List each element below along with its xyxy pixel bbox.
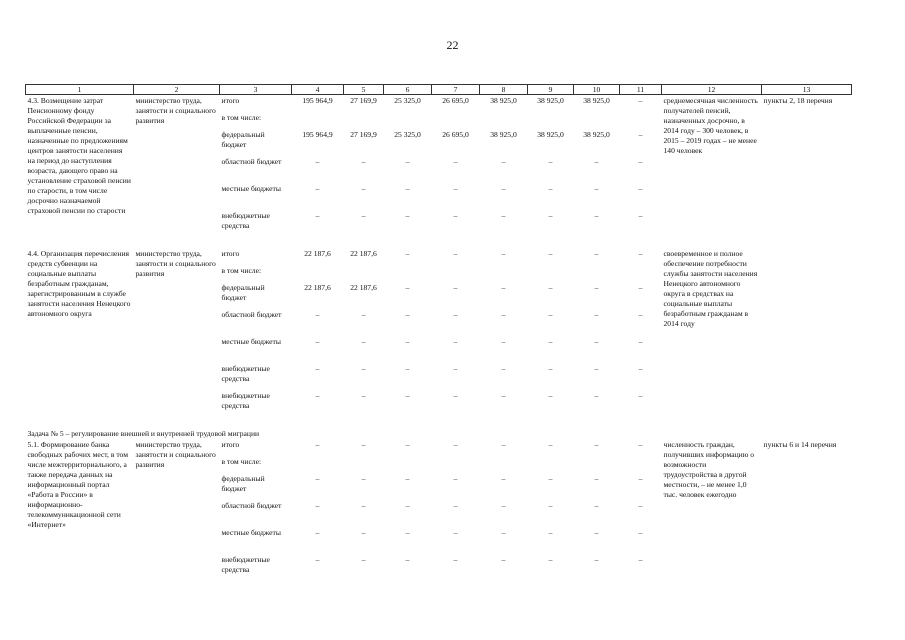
funding-source: внебюджетные средства xyxy=(221,364,270,384)
measure-executor: министерство труда, занятости и социального развития xyxy=(135,440,216,470)
funding-value: 22 187,6 xyxy=(350,249,377,258)
funding-value: – xyxy=(315,555,320,565)
column-number: 6 xyxy=(384,85,432,95)
funding-value: – xyxy=(594,157,599,166)
funding-source: федеральный бюджет xyxy=(221,283,265,303)
column-number: 11 xyxy=(620,85,662,95)
funding-source: местные бюджеты xyxy=(221,337,281,346)
column-number: 3 xyxy=(220,85,292,95)
funding-value: – xyxy=(315,474,320,484)
target-indicator: численность граждан, получивших информацию о возможности трудоустройства в другой местности, – не менее 1,0 тыс. человек ежегодно xyxy=(663,440,755,500)
funding-source: итого xyxy=(221,440,240,450)
funding-value: – xyxy=(453,157,458,166)
funding-value: – xyxy=(501,555,506,565)
funding-value: – xyxy=(361,184,366,193)
funding-value: – xyxy=(638,391,643,400)
column-number: 8 xyxy=(480,85,528,95)
funding-value: 25 325,0 xyxy=(394,130,421,139)
funding-value: – xyxy=(315,310,320,319)
funding-value: – xyxy=(638,211,643,220)
column-number: 1 xyxy=(26,85,134,95)
spacer-cell xyxy=(26,417,852,428)
funding-source: в том числе: xyxy=(221,113,262,122)
funding-source: итого xyxy=(221,249,240,258)
funding-value: – xyxy=(594,391,599,400)
funding-value: – xyxy=(453,391,458,400)
funding-value: – xyxy=(548,555,553,565)
funding-value: – xyxy=(453,283,458,292)
spacer-cell xyxy=(26,237,852,248)
funding-value xyxy=(528,112,574,129)
funding-value: 26 695,0 xyxy=(442,130,469,139)
measure-name: 5.1. Формирование банка свободных рабочих мест, в том числе межтерриториального, а также передача данных на информационный портал «Работа в России» в информационно-телекоммуникационной сети «Интернет» xyxy=(27,440,129,530)
funding-value: – xyxy=(361,310,366,319)
funding-value: – xyxy=(405,184,410,193)
funding-value: – xyxy=(594,364,599,373)
funding-value xyxy=(344,112,384,129)
funding-value: – xyxy=(315,157,320,166)
funding-value: – xyxy=(548,474,553,484)
funding-value xyxy=(292,456,344,473)
funding-value: – xyxy=(361,157,366,166)
funding-source: федеральный бюджет xyxy=(221,474,265,494)
measure-executor: министерство труда, занятости и социального развития xyxy=(135,96,216,126)
funding-value: – xyxy=(638,184,643,193)
funding-value: – xyxy=(453,474,458,484)
funding-value: – xyxy=(594,249,599,258)
funding-value xyxy=(432,265,480,282)
funding-value: – xyxy=(453,528,458,538)
funding-value: – xyxy=(594,528,599,538)
column-number: 4 xyxy=(292,85,344,95)
funding-value xyxy=(480,112,528,129)
column-number: 10 xyxy=(574,85,620,95)
funding-value: – xyxy=(315,184,320,193)
funding-value: 25 325,0 xyxy=(394,96,421,105)
funding-value: 22 187,6 xyxy=(304,249,331,258)
funding-value: – xyxy=(638,528,643,538)
indicator-links xyxy=(762,248,852,417)
funding-value: – xyxy=(405,364,410,373)
funding-value: – xyxy=(594,283,599,292)
funding-value: – xyxy=(361,528,366,538)
funding-value xyxy=(480,456,528,473)
funding-value: – xyxy=(361,440,366,450)
funding-source: внебюджетные средства xyxy=(221,211,270,231)
funding-value: 22 187,6 xyxy=(350,283,377,292)
funding-value: – xyxy=(361,555,366,565)
funding-value: – xyxy=(638,474,643,484)
funding-source: в том числе: xyxy=(221,457,262,467)
program-measures-table xyxy=(25,84,852,581)
funding-value: – xyxy=(501,474,506,484)
funding-value: 38 925,0 xyxy=(490,130,517,139)
funding-value: – xyxy=(361,391,366,400)
funding-value: – xyxy=(405,501,410,511)
table-row xyxy=(26,248,852,265)
funding-value: – xyxy=(501,440,506,450)
funding-value: – xyxy=(638,96,643,105)
column-number: 13 xyxy=(762,85,852,95)
funding-value xyxy=(384,112,432,129)
funding-value: – xyxy=(315,364,320,373)
funding-value: – xyxy=(405,310,410,319)
funding-value xyxy=(292,112,344,129)
funding-value: – xyxy=(501,249,506,258)
funding-value: 27 169,9 xyxy=(350,96,377,105)
funding-value: – xyxy=(405,249,410,258)
funding-value: – xyxy=(361,211,366,220)
funding-value: – xyxy=(501,310,506,319)
funding-value: – xyxy=(548,528,553,538)
funding-value: – xyxy=(453,211,458,220)
funding-source: областной бюджет xyxy=(221,501,282,511)
funding-value: – xyxy=(361,474,366,484)
column-number: 5 xyxy=(344,85,384,95)
funding-value: – xyxy=(405,157,410,166)
funding-value: – xyxy=(548,501,553,511)
funding-value: – xyxy=(548,283,553,292)
funding-value: – xyxy=(315,391,320,400)
funding-value: – xyxy=(638,283,643,292)
funding-source: внебюджетные средства xyxy=(221,555,270,575)
funding-value: – xyxy=(548,440,553,450)
funding-value: – xyxy=(501,528,506,538)
funding-value: 38 925,0 xyxy=(537,130,564,139)
funding-source: областной бюджет xyxy=(221,157,282,166)
funding-value: – xyxy=(501,337,506,346)
funding-value: – xyxy=(594,184,599,193)
funding-value: 38 925,0 xyxy=(490,96,517,105)
funding-value: – xyxy=(638,157,643,166)
funding-value: – xyxy=(548,310,553,319)
funding-value: 26 695,0 xyxy=(442,96,469,105)
funding-value: – xyxy=(638,310,643,319)
table-body xyxy=(26,95,852,582)
funding-value: – xyxy=(405,440,410,450)
funding-value: – xyxy=(405,528,410,538)
funding-value: – xyxy=(501,501,506,511)
funding-value: – xyxy=(548,249,553,258)
funding-value: – xyxy=(453,501,458,511)
measure-name: 4.3. Возмещение затрат Пенсионному фонду Российской Федерации за выплаченные пенсии, назначенные по предложениям центров занятости населения на период до наступления возраста, дающего право на установление страховой пенсии по старости, в том числе досрочно назначаемой страховой пенсии по старости xyxy=(27,96,131,216)
funding-value: – xyxy=(638,249,643,258)
column-number: 9 xyxy=(528,85,574,95)
funding-source: областной бюджет xyxy=(221,310,282,319)
target-indicator: своевременное и полное обеспечение потребности службы занятости населения Ненецкого автономного округа в средствах на социальные выплаты безработным гражданам в 2014 году xyxy=(663,249,758,329)
funding-value: – xyxy=(501,283,506,292)
funding-value xyxy=(528,456,574,473)
funding-value xyxy=(292,265,344,282)
funding-value: 38 925,0 xyxy=(537,96,564,105)
funding-value: – xyxy=(548,211,553,220)
funding-source: федеральный бюджет xyxy=(221,130,265,150)
funding-value xyxy=(432,112,480,129)
funding-value: – xyxy=(638,555,643,565)
funding-value: – xyxy=(405,337,410,346)
funding-value xyxy=(620,456,662,473)
funding-value: – xyxy=(315,337,320,346)
measure-name: 4.4. Организация перечисления средств субвенции на социальные выплаты безработным гражданам, зарегистрированным в службе занятости населения Ненецкого автономного округа xyxy=(27,249,131,319)
funding-value: – xyxy=(501,157,506,166)
funding-value xyxy=(344,456,384,473)
funding-value: 195 964,9 xyxy=(302,130,333,139)
funding-value: – xyxy=(594,337,599,346)
funding-value xyxy=(574,265,620,282)
funding-value: – xyxy=(638,501,643,511)
page-number: 22 xyxy=(446,38,459,52)
funding-value xyxy=(480,265,528,282)
table-row xyxy=(26,95,852,113)
funding-value: 22 187,6 xyxy=(304,283,331,292)
funding-value: – xyxy=(638,337,643,346)
funding-value xyxy=(574,112,620,129)
funding-value: – xyxy=(594,211,599,220)
funding-value xyxy=(432,456,480,473)
funding-value: – xyxy=(361,337,366,346)
funding-value xyxy=(384,265,432,282)
funding-value: – xyxy=(315,211,320,220)
column-number: 2 xyxy=(134,85,220,95)
funding-value: – xyxy=(548,157,553,166)
funding-value: – xyxy=(594,474,599,484)
funding-value xyxy=(574,456,620,473)
funding-value: – xyxy=(501,364,506,373)
funding-value: – xyxy=(548,184,553,193)
funding-value: 195 964,9 xyxy=(302,96,333,105)
funding-value xyxy=(620,265,662,282)
funding-value: – xyxy=(315,528,320,538)
funding-value: – xyxy=(501,184,506,193)
funding-value: – xyxy=(405,555,410,565)
funding-source: местные бюджеты xyxy=(221,528,281,538)
indicator-links: пункты 6 и 14 перечня xyxy=(763,440,837,450)
funding-value: 38 925,0 xyxy=(583,130,610,139)
funding-value: – xyxy=(594,555,599,565)
funding-value: – xyxy=(638,130,643,139)
funding-value: – xyxy=(453,184,458,193)
funding-value: – xyxy=(361,501,366,511)
funding-value: – xyxy=(594,440,599,450)
funding-value: – xyxy=(453,337,458,346)
funding-value: – xyxy=(548,391,553,400)
funding-value xyxy=(344,265,384,282)
funding-value: – xyxy=(405,474,410,484)
funding-value: – xyxy=(453,555,458,565)
spacer-row xyxy=(26,237,852,248)
spacer-row xyxy=(26,417,852,428)
funding-value xyxy=(384,456,432,473)
funding-value: – xyxy=(501,211,506,220)
funding-value: – xyxy=(453,310,458,319)
funding-value: – xyxy=(548,337,553,346)
column-number: 12 xyxy=(662,85,762,95)
target-indicator: среднемесячная численность получателей пенсий, назначенных досрочно, в 2014 году – 300 человек, в 2015 – 2019 годах – не менее 140 человек xyxy=(663,96,758,156)
funding-value: – xyxy=(453,440,458,450)
table-row xyxy=(26,439,852,456)
funding-value: – xyxy=(638,364,643,373)
measure-executor: министерство труда, занятости и социального развития xyxy=(135,249,216,279)
funding-value: 38 925,0 xyxy=(583,96,610,105)
funding-value: – xyxy=(594,501,599,511)
funding-value: – xyxy=(501,391,506,400)
funding-value: – xyxy=(315,501,320,511)
funding-value xyxy=(528,265,574,282)
funding-value: – xyxy=(361,364,366,373)
task-heading: Задача № 5 – регулирование внешней и внутренней трудовой миграции xyxy=(27,429,260,438)
funding-value: – xyxy=(453,364,458,373)
task-row xyxy=(26,428,852,439)
funding-value: – xyxy=(405,391,410,400)
column-number: 7 xyxy=(432,85,480,95)
funding-value: – xyxy=(453,249,458,258)
funding-value: – xyxy=(405,283,410,292)
funding-value: 27 169,9 xyxy=(350,130,377,139)
funding-source: местные бюджеты xyxy=(221,184,281,193)
funding-value xyxy=(620,112,662,129)
funding-value: – xyxy=(315,440,320,450)
funding-source: в том числе: xyxy=(221,266,262,275)
funding-source: внебюджетные средства xyxy=(221,391,270,411)
column-number-row xyxy=(26,85,852,95)
funding-value: – xyxy=(405,211,410,220)
funding-source: итого xyxy=(221,96,240,105)
indicator-links: пункты 2, 18 перечня xyxy=(763,96,833,105)
funding-value: – xyxy=(594,310,599,319)
funding-value: – xyxy=(638,440,643,450)
funding-value: – xyxy=(548,364,553,373)
